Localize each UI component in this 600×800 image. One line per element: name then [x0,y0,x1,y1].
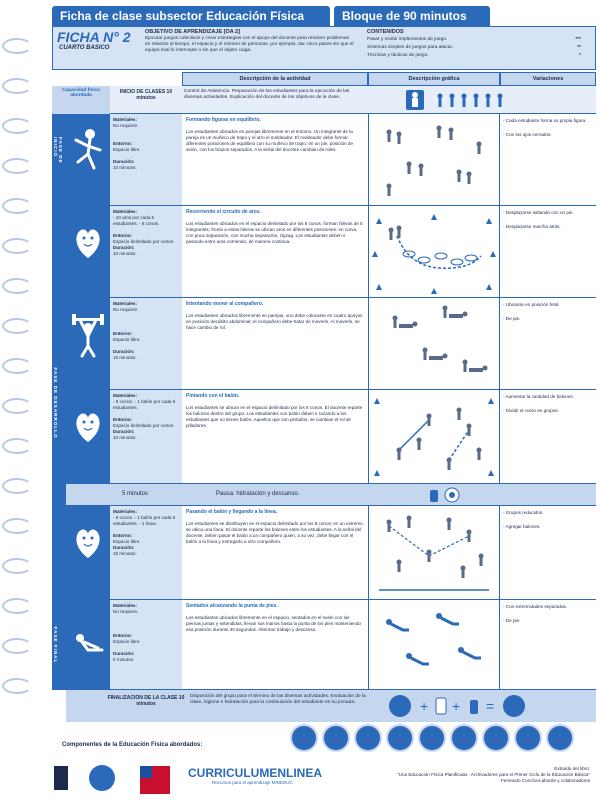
activity-title: Pintando con el balón. [186,393,240,399]
column-header-variaciones: Variaciones [500,72,596,86]
materials-cell: Materiales: - 8 conos. - 1 balón por cada 5 estudiantes. Entorno: Espacio delimitado por conos. Duración: 10 minutos. [110,390,182,483]
pushing-partner-diagram [369,298,499,388]
pause-duration: 5 minutos [122,491,149,497]
content-text: Sistemas simples de juegos para atacar. [367,45,454,50]
ring-icon [2,398,32,414]
variations-cell [500,600,596,689]
institution-logos [50,762,190,798]
course-level: CUARTO BASICO [59,45,110,51]
activity-description: Los estudiantes se distribuyen en el espacio delimitado por los 8 conos; en un extremo se ubica una línea. El docente reparte los balones entre los estudiantes. A la señal del docente, deben pasar el balón a un compañero quien, a su vez, debe llegar con el balón a la línea y entregarlo a otro compañero. [186,521,363,544]
variation-item: - Con los ojos cerrados. [503,132,552,137]
activity-row [66,298,596,390]
description-cell [182,114,368,205]
block-title: Bloque de 90 minutos [334,6,490,26]
activity-title: Intentando mover al compañero. [186,301,264,307]
variation-item: - Agregar balones. [503,524,541,529]
activity-icon-cell [66,600,110,689]
balance-figure-icon [72,128,104,174]
graphic-cell [368,506,500,599]
variation-item: - Desplazarse marcha atrás. [503,224,561,229]
activity-row [66,206,596,298]
pause-text: Pausa: hidratación y descanso. [216,491,300,497]
content-stars: *** [575,37,581,42]
description-cell [182,600,368,689]
activity-row [66,600,596,690]
ring-icon [2,118,32,134]
component-icon [386,724,414,752]
component-icon [546,724,574,752]
contents-title: CONTENIDOS [367,29,404,35]
activity-description: Los estudiantes ubicados libremente en parejas, uno debe colocarse en cuatro apoyos en posición decúbito abdominal; el compañero debe tratar de moverlo. Al moverlo, se hace cambio de rol. [186,313,363,330]
column-header-descripcion: Descripción de la actividad [182,72,368,86]
variation-item: - De pie. [503,316,521,321]
pause-row [66,484,596,506]
graphic-cell [368,390,500,483]
activity-description: Los estudiantes se ubican en el espacio delimitado por los 8 conos. El docente reparte los balones dentro del grupo. Los estudiantes con balón deben ir tocando a los estudiantes que no tienen balón. Aquellos que son pintados, se cambian el rol de pilladores. [186,405,363,428]
hygiene-hydration-icons [386,692,566,720]
objective-title: OBJETIVO DE APRENDIZAJE [OA 2] [145,29,240,35]
ring-icon [2,358,32,374]
activity-description: Los estudiantes ubicados en parejas libremente en el entorno. Un integrante de la pareja es un muñeco de trapo y el otro el moldeador. El moldeador debe formar diferentes posiciones de equilibrio con su muñeco de trapo; en un pie, posición de avión, con los brazos separados. A la señal del docente cambian de roles. [186,129,354,152]
ring-icon [2,198,32,214]
ring-icon [2,478,32,494]
inicio-text: Control de Asistencia. Preparación de los estudiantes para la ejecución de las diversas actividades. Explicación del docente de los objetivos de la clase. [184,89,350,100]
activity-icon-cell [66,298,110,389]
ring-icon [2,678,32,694]
variations-cell [500,298,596,389]
components-title: Componentes de la Educación Física abordados: [62,742,203,748]
variation-item: - Desplazarse saltando con un pie. [503,210,574,215]
credit-line: Fernando Concha-Laborde y colaboradores [500,778,590,783]
components-icons [290,724,590,760]
component-icon [514,724,542,752]
ring-icon [2,278,32,294]
svg-text:+: + [452,698,461,714]
hydration-icon [426,486,466,504]
source-credit [340,766,590,784]
component-icon [354,724,382,752]
finalization-row [66,690,596,722]
materials-cell: Materiales: No requiere. Entorno: Espacio libre. Duración: 5 minutos. [110,600,182,689]
description-cell [182,506,368,599]
materials-cell: Materiales: - 8 conos. - 1 balón por cada 5 estudiantes. - 1 línea. Entorno: Espacio libre. Duración: 15 minutos. [110,506,182,599]
activity-icon-cell [66,114,110,205]
activity-title: Sentados alcanzando la punta de pies. [186,603,278,609]
column-header-grafica: Descripción gráfica [368,72,500,86]
hoops-circuit-diagram [369,206,499,296]
credit-line: Extraído del libro: [554,766,590,771]
credit-line: "Una Educación Física Planificada - Archivadores para el Primer Ciclo de la Educación Básica" [397,772,590,777]
weightlifter-icon [72,312,104,358]
variation-item: - De pie. [503,618,521,623]
capacidad-label: Capacidad física abordada [52,86,110,114]
ring-icon [2,638,32,654]
pairs-balance-diagram [369,114,499,204]
description-cell [182,206,368,297]
variation-item: - Grupos reducidos. [503,510,544,515]
heart-runner-icon [72,220,104,266]
activity-title: Formando figuras en equilibrio. [186,117,262,123]
phase-desarrollo: FASE DE DESARROLLO [52,206,66,600]
content-text: Pasar y recibir implementos de juego. [367,37,448,42]
graphic-cell [368,206,500,297]
description-cell [182,390,368,483]
activity-icon-cell [66,390,110,483]
content-item [367,37,587,42]
variation-item: - Cada estudiante forma su propia figura. [503,118,587,123]
activity-icon-cell [66,206,110,297]
page-title: Ficha de clase subsector Educación Física [52,6,330,26]
variations-cell [500,390,596,483]
materials-cell: Materiales: No requiere. Entorno: Espacio libre. Duración: 15 minutos. [110,298,182,389]
inicio-row [110,86,596,114]
variation-item: - Aumentar la cantidad de balones. [503,394,574,399]
svg-text:=: = [486,698,495,714]
component-icon [450,724,478,752]
ring-icon [2,518,32,534]
graphic-cell [368,600,500,689]
graphic-cell [368,298,500,389]
graphic-cell [368,114,500,205]
content-stars: ** [577,45,581,50]
students-group-icon [400,88,510,112]
objective-text: Ejecutar juegos colectivos y crear estrategias con el apoyo del docente para resolver problemas en relación al tiempo, el espacio y el número de personas, por ejemplo, dar cinco pases sin que el equipo rival lo intercepte o sin que el objeto caiga. [145,36,354,53]
finalization-label: FINALIZACION DE LA CLASE 10 minutos [107,695,185,707]
content-item [367,53,587,58]
pass-to-line-diagram [369,506,499,598]
heart-runner-icon [72,520,104,566]
variation-item: - Ubicarse en posición fetal. [503,302,560,307]
phase-final: FASE FINAL [52,600,66,690]
variation-item: - Dividir el curso en grupos. [503,408,559,413]
content-stars: * [579,53,581,58]
activity-row [66,506,596,600]
materials-cell: Materiales: No requiere. Entorno: Espacio libre. Duración: 10 minutos. [110,114,182,205]
svg-text:+: + [420,698,429,714]
ring-icon [2,318,32,334]
curriculum-logo: CURRICULUMENLINEA [188,766,322,780]
content-item [367,45,587,50]
ring-icon [2,158,32,174]
activity-icon-cell [66,506,110,599]
component-icon [290,724,318,752]
component-icon [322,724,350,752]
phase-inicio: FASE DE INICIO [52,114,66,206]
heart-runner-icon [72,404,104,450]
sitting-stretch-diagram [369,600,499,688]
ring-icon [2,598,32,614]
stretching-figure-icon [72,614,104,660]
variations-cell [500,114,596,205]
binder-rings [0,30,40,710]
component-icon [482,724,510,752]
ficha-number: FICHA N° 2 [57,29,131,45]
variation-item: - Con extremidades separadas. [503,604,568,609]
curriculum-subtitle: Recursos para el aprendizaje MINEDUC [212,780,293,785]
ring-icon [2,238,32,254]
ring-icon [2,438,32,454]
content-text: Técnicas y tácticas de juego. [367,53,429,58]
variations-cell [500,206,596,297]
materials-cell: Materiales: - 10 aros por cada 5 estudiantes. - 8 conos. Entorno: Espacio delimitado por conos. Duración: 10 minutos. [110,206,182,297]
variations-cell [500,506,596,599]
tag-ball-diagram [369,390,499,482]
activity-description: Los estudiantes ubicados en el espacio delimitado por los 8 conos, forman hileras de 5 integrantes; frente a estas hileras se ubican aros en diferentes posiciones: en curva, con poca separación, con mucha separación, zigzag. Los estudiantes deben ir pasando entre aros corriendo, de manera continua. [186,221,363,244]
lesson-header [52,26,596,70]
inicio-label: INICIO DE CLASES 10 minutos [119,89,173,101]
ring-icon [2,78,32,94]
activity-title: Pasando el balón y llegando a la línea. [186,509,278,515]
ring-icon [2,38,32,54]
description-cell [182,298,368,389]
finalization-text: Disposición del grupo para el término de las diversas actividades. Evaluación de la clase, higiene e hidratación para la continuación del estudiante en su jornada. [190,694,366,705]
activity-row [66,390,596,484]
ring-icon [2,558,32,574]
activity-row [66,114,596,206]
activity-description: Los estudiantes ubicados libremente en el espacio, sentados en el suelo con las piernas juntas y extendidas, llevan sus manos hasta la punta de los pies manteniendo esa posición durante 30 segundos. Alternan trabajo y descanso. [186,615,361,632]
activity-title: Recorriendo el circuito de aros. [186,209,262,215]
component-icon [418,724,446,752]
